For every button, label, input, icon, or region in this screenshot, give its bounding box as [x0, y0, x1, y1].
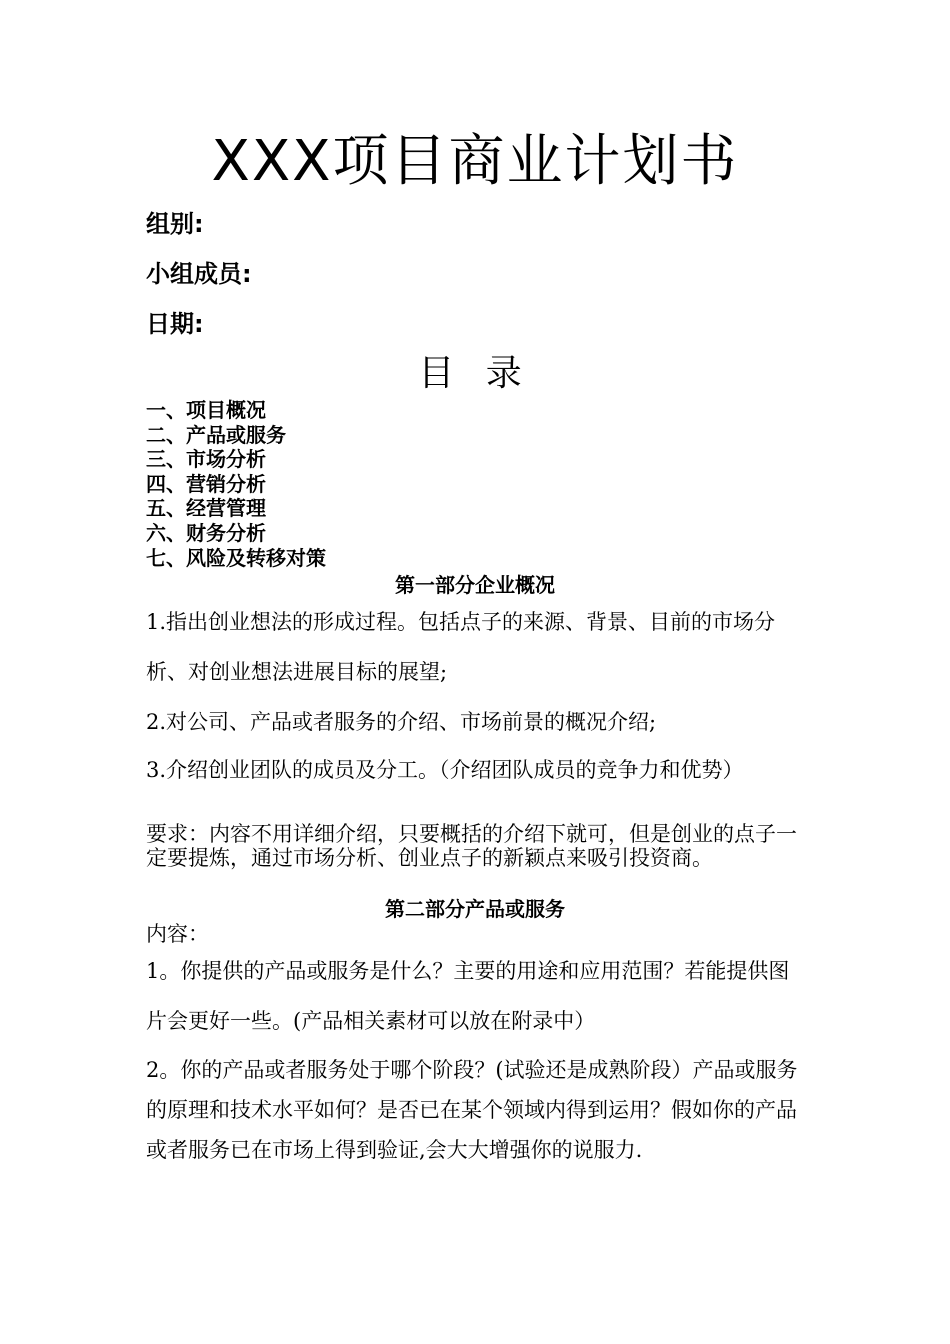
- toc-item: 三、市场分析: [146, 447, 266, 472]
- field-members: 小组成员:: [146, 260, 252, 288]
- part2-question-1: 1。你提供的产品或服务是什么？主要的用途和应用范围？若能提供图片会更好一些。(产品相关素材可以放在附录中）: [146, 959, 790, 1033]
- part2-content-label: 内容：: [146, 922, 209, 946]
- table-of-contents: [146, 398, 326, 570]
- toc-item: 六、财务分析: [146, 520, 266, 545]
- part2-question-2: 2。你的产品或者服务处于哪个阶段？(试验还是成熟阶段）产品或服务的原理和技术水平如何？是否已在某个领域内得到运用？假如你的产品或者服务已在市场上得到验证,会大大增强你的说服力.: [146, 1058, 798, 1162]
- toc-item: 四、营销分析: [146, 471, 266, 496]
- toc-item: 五、经营管理: [146, 496, 266, 521]
- toc-item: 二、产品或服务: [146, 422, 286, 447]
- field-group: 组别:: [146, 210, 204, 238]
- part2-heading: 第二部分产品或服务: [385, 897, 565, 921]
- part1-heading: 第一部分企业概况: [395, 573, 555, 597]
- toc-item: 一、项目概况: [146, 398, 266, 422]
- document-title: XXX项目商业计划书: [211, 129, 739, 194]
- part1-requirement: 要求：内容不用详细介绍，只要概括的介绍下就可，但是创业的点子一定要提炼，通过市场分析、创业点子的新颖点来吸引投资商。: [146, 822, 797, 870]
- part1-paragraph-3: 3.介绍创业团队的成员及分工。（介绍团队成员的竞争力和优势）: [146, 758, 744, 782]
- field-date: 日期:: [146, 310, 204, 338]
- part1-paragraph-1: 1.指出创业想法的形成过程。包括点子的来源、背景、目前的市场分析、对创业想法进展目标的展望;: [146, 610, 776, 684]
- toc-item: 七、风险及转移对策: [146, 545, 326, 570]
- toc-heading: 目 录: [418, 353, 532, 394]
- part1-paragraph-2: 2.对公司、产品或者服务的介绍、市场前景的概况介绍;: [146, 710, 657, 734]
